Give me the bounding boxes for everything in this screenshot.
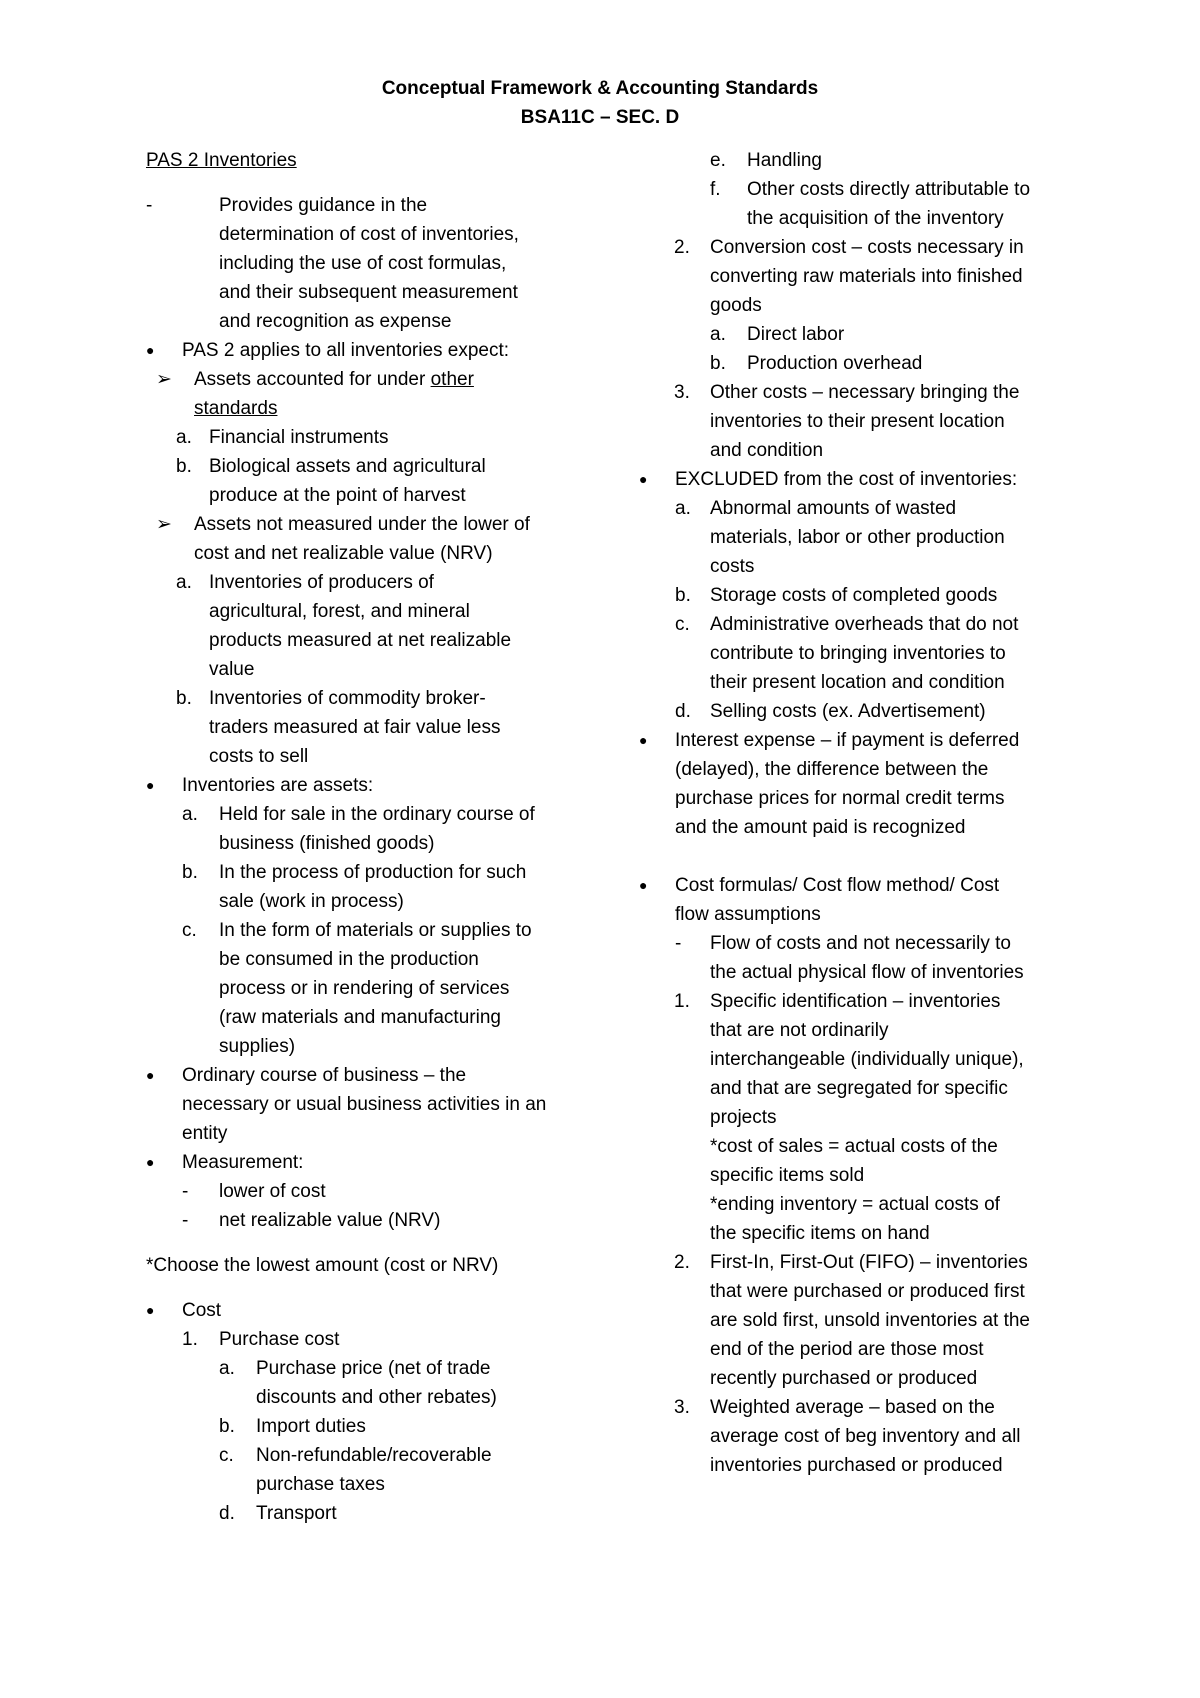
text-line: EXCLUDED from the cost of inventories: bbox=[675, 469, 1018, 490]
list-marker: a. bbox=[219, 1358, 235, 1379]
text-line: Non-refundable/recoverable bbox=[256, 1445, 492, 1466]
text-line: the actual physical flow of inventories bbox=[710, 962, 1024, 983]
text-line: the specific items on hand bbox=[710, 1223, 930, 1244]
list-marker: a. bbox=[675, 498, 691, 519]
text-line: supplies) bbox=[219, 1036, 296, 1057]
text-line: Selling costs (ex. Advertisement) bbox=[710, 701, 986, 722]
document-section: BSA11C – SEC. D bbox=[520, 107, 680, 128]
text-line: value bbox=[209, 659, 255, 680]
list-marker: 1. bbox=[674, 991, 690, 1012]
text-line: products measured at net realizable bbox=[209, 630, 512, 651]
text-line: costs bbox=[710, 556, 755, 577]
text-line: and that are segregated for specific bbox=[710, 1078, 1008, 1099]
bullet-icon: ● bbox=[146, 342, 155, 358]
list-marker: 2. bbox=[674, 237, 690, 258]
dash-marker: - bbox=[182, 1181, 189, 1202]
bullet-icon: ● bbox=[639, 877, 648, 893]
text-line: Financial instruments bbox=[209, 427, 389, 448]
list-marker: 3. bbox=[674, 382, 690, 403]
underlined-text: standards bbox=[194, 398, 278, 419]
text-line: recently purchased or produced bbox=[710, 1368, 978, 1389]
list-marker: 1. bbox=[182, 1329, 198, 1350]
text-line: Import duties bbox=[256, 1416, 366, 1437]
text-line: projects bbox=[710, 1107, 777, 1128]
text-line: Transport bbox=[256, 1503, 337, 1524]
arrow-bullet-icon: ➢ bbox=[156, 369, 172, 390]
text-line: and recognition as expense bbox=[219, 311, 452, 332]
text-line: purchase prices for normal credit terms bbox=[675, 788, 1005, 809]
text-line: traders measured at fair value less bbox=[209, 717, 501, 738]
text-line: costs to sell bbox=[209, 746, 309, 767]
text-span: Assets accounted for under bbox=[194, 369, 431, 390]
text-line: their present location and condition bbox=[710, 672, 1005, 693]
list-marker: 2. bbox=[674, 1252, 690, 1273]
list-marker: b. bbox=[675, 585, 691, 606]
text-line: that are not ordinarily bbox=[710, 1020, 889, 1041]
text-line: sale (work in process) bbox=[219, 891, 404, 912]
list-marker: b. bbox=[182, 862, 198, 883]
text-line: PAS 2 applies to all inventories expect: bbox=[182, 340, 510, 361]
text-line: (raw materials and manufacturing bbox=[219, 1007, 501, 1028]
list-marker: d. bbox=[219, 1503, 235, 1524]
text-line: Held for sale in the ordinary course of bbox=[219, 804, 535, 825]
text-line: Weighted average – based on the bbox=[710, 1397, 995, 1418]
text-line: Interest expense – if payment is deferred bbox=[675, 730, 1020, 751]
list-marker: c. bbox=[219, 1445, 234, 1466]
text-line: Storage costs of completed goods bbox=[710, 585, 998, 606]
list-marker: d. bbox=[675, 701, 691, 722]
text-line: In the form of materials or supplies to bbox=[219, 920, 532, 941]
text-line: materials, labor or other production bbox=[710, 527, 1005, 548]
text-line: necessary or usual business activities in an bbox=[182, 1094, 547, 1115]
list-marker: 3. bbox=[674, 1397, 690, 1418]
text-line: Inventories are assets: bbox=[182, 775, 374, 796]
bullet-icon: ● bbox=[146, 777, 155, 793]
text-line: Production overhead bbox=[747, 353, 923, 374]
text-line: are sold first, unsold inventories at the bbox=[710, 1310, 1031, 1331]
text-line: determination of cost of inventories, bbox=[219, 224, 519, 245]
document-header bbox=[0, 74, 1200, 132]
text-line: Biological assets and agricultural bbox=[209, 456, 486, 477]
text-line: produce at the point of harvest bbox=[209, 485, 466, 506]
text-line: that were purchased or produced first bbox=[710, 1281, 1025, 1302]
text-line bbox=[194, 365, 474, 394]
text-line: (delayed), the difference between the bbox=[675, 759, 989, 780]
list-marker: b. bbox=[219, 1416, 235, 1437]
text-line: inventories to their present location bbox=[710, 411, 1005, 432]
text-line: Inventories of producers of bbox=[209, 572, 434, 593]
text-line: process or in rendering of services bbox=[219, 978, 510, 999]
text-line: discounts and other rebates) bbox=[256, 1387, 497, 1408]
text-line: Ordinary course of business – the bbox=[182, 1065, 467, 1086]
bullet-icon: ● bbox=[639, 732, 648, 748]
text-line: Cost formulas/ Cost flow method/ Cost bbox=[675, 875, 1000, 896]
text-line: Conversion cost – costs necessary in bbox=[710, 237, 1024, 258]
text-line: Specific identification – inventories bbox=[710, 991, 1001, 1012]
document-title: Conceptual Framework & Accounting Standards bbox=[381, 78, 819, 99]
text-line: and condition bbox=[710, 440, 824, 461]
text-line: and their subsequent measurement bbox=[219, 282, 518, 303]
text-line: cost and net realizable value (NRV) bbox=[194, 543, 493, 564]
text-line: the acquisition of the inventory bbox=[747, 208, 1004, 229]
list-marker: a. bbox=[176, 572, 192, 593]
list-marker: b. bbox=[710, 353, 726, 374]
text-line: business (finished goods) bbox=[219, 833, 435, 854]
list-marker: b. bbox=[176, 456, 192, 477]
list-marker: e. bbox=[710, 150, 726, 171]
dash-marker: - bbox=[146, 195, 153, 216]
list-marker: a. bbox=[176, 427, 192, 448]
text-line: lower of cost bbox=[219, 1181, 326, 1202]
bullet-icon: ● bbox=[639, 471, 648, 487]
note-line: *Choose the lowest amount (cost or NRV) bbox=[146, 1255, 499, 1276]
text-line: including the use of cost formulas, bbox=[219, 253, 507, 274]
text-line: flow assumptions bbox=[675, 904, 821, 925]
arrow-bullet-icon: ➢ bbox=[156, 514, 172, 535]
text-line: *cost of sales = actual costs of the bbox=[710, 1136, 998, 1157]
text-line: Purchase cost bbox=[219, 1329, 340, 1350]
text-line: Other costs directly attributable to bbox=[747, 179, 1031, 200]
text-line: Flow of costs and not necessarily to bbox=[710, 933, 1011, 954]
text-line: *ending inventory = actual costs of bbox=[710, 1194, 1000, 1215]
bullet-icon: ● bbox=[146, 1302, 155, 1318]
text-line: inventories purchased or produced bbox=[710, 1455, 1003, 1476]
bullet-icon: ● bbox=[146, 1067, 155, 1083]
text-line: Purchase price (net of trade bbox=[256, 1358, 491, 1379]
text-line: Handling bbox=[747, 150, 822, 171]
text-line: Measurement: bbox=[182, 1152, 304, 1173]
dash-marker: - bbox=[675, 933, 682, 954]
list-marker: a. bbox=[182, 804, 198, 825]
text-line: entity bbox=[182, 1123, 228, 1144]
dash-marker: - bbox=[182, 1210, 189, 1231]
text-line: In the process of production for such bbox=[219, 862, 527, 883]
list-marker: c. bbox=[182, 920, 197, 941]
text-line: agricultural, forest, and mineral bbox=[209, 601, 470, 622]
list-marker: f. bbox=[710, 179, 721, 200]
text-line: goods bbox=[710, 295, 762, 316]
text-line: net realizable value (NRV) bbox=[219, 1210, 441, 1231]
text-line: Other costs – necessary bringing the bbox=[710, 382, 1020, 403]
text-line: specific items sold bbox=[710, 1165, 865, 1186]
text-line: contribute to bringing inventories to bbox=[710, 643, 1006, 664]
bullet-icon: ● bbox=[146, 1154, 155, 1170]
text-line: average cost of beg inventory and all bbox=[710, 1426, 1021, 1447]
text-line: and the amount paid is recognized bbox=[675, 817, 966, 838]
section-heading: PAS 2 Inventories bbox=[146, 150, 297, 171]
text-line: Provides guidance in the bbox=[219, 195, 428, 216]
text-line: converting raw materials into finished bbox=[710, 266, 1023, 287]
text-line: Assets not measured under the lower of bbox=[194, 514, 530, 535]
text-line: Abnormal amounts of wasted bbox=[710, 498, 957, 519]
text-line: Inventories of commodity broker- bbox=[209, 688, 486, 709]
list-marker: a. bbox=[710, 324, 726, 345]
list-marker: c. bbox=[675, 614, 690, 635]
text-line: Administrative overheads that do not bbox=[710, 614, 1019, 635]
text-line: Direct labor bbox=[747, 324, 845, 345]
list-marker: b. bbox=[176, 688, 192, 709]
text-line: purchase taxes bbox=[256, 1474, 385, 1495]
text-line: end of the period are those most bbox=[710, 1339, 984, 1360]
text-line: interchangeable (individually unique), bbox=[710, 1049, 1024, 1070]
text-line: Cost bbox=[182, 1300, 222, 1321]
underlined-text: other bbox=[430, 369, 474, 390]
text-line: be consumed in the production bbox=[219, 949, 479, 970]
text-line: First-In, First-Out (FIFO) – inventories bbox=[710, 1252, 1028, 1273]
